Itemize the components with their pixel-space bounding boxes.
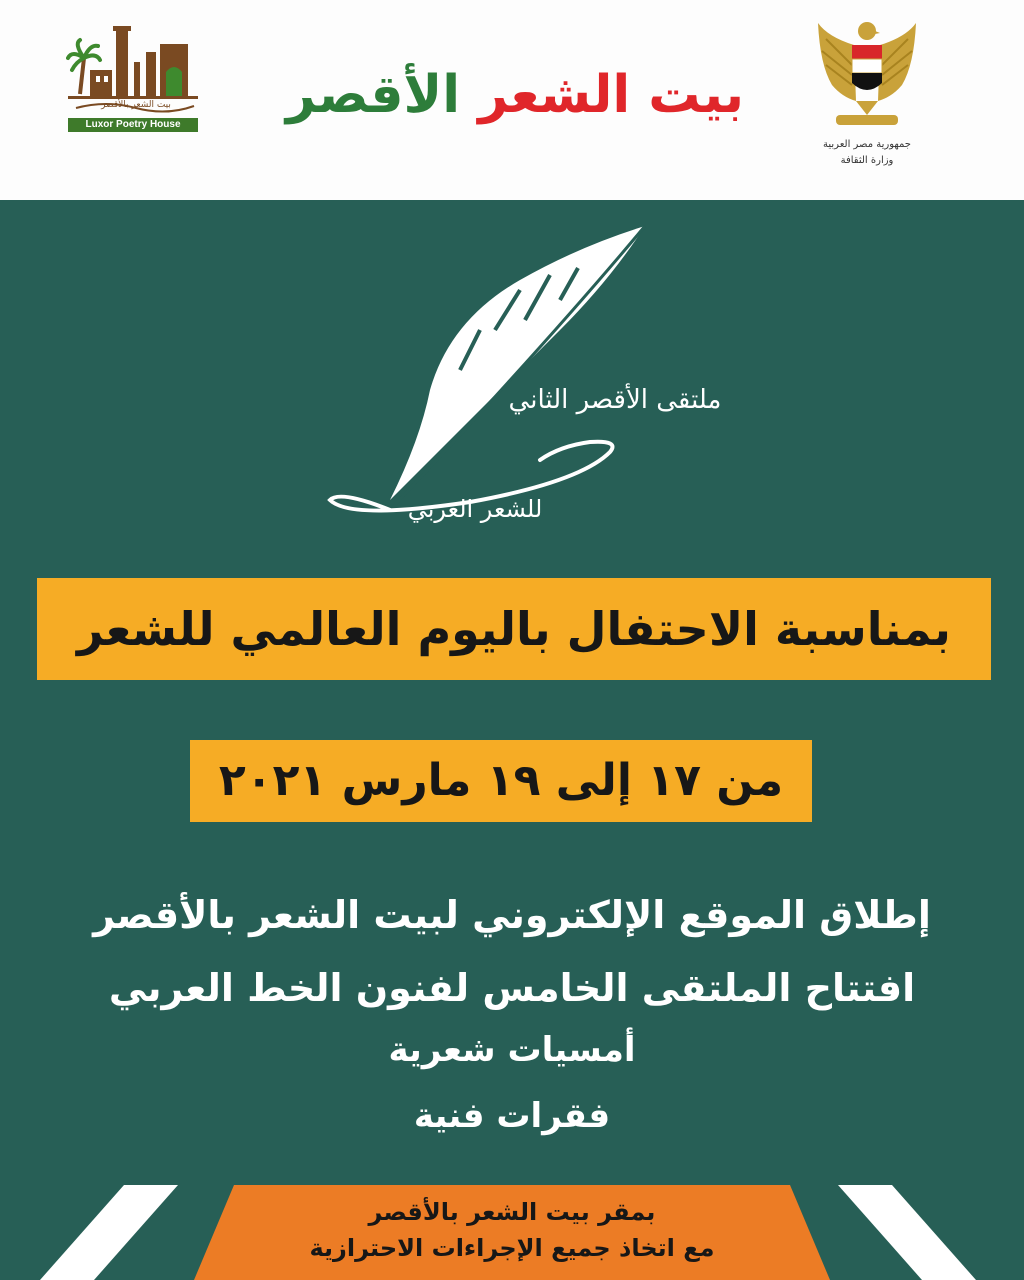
dates-text: من ١٧ إلى ١٩ مارس ٢٠٢١ [218, 755, 784, 806]
festival-title-line1: ملتقى الأقصر الثاني [508, 385, 722, 415]
footer-line1: بمقر بيت الشعر بالأقصر [368, 1198, 656, 1226]
occasion-banner [37, 578, 991, 680]
occasion-text: بمناسبة الاحتفال باليوم العالمي للشعر [77, 602, 951, 656]
activity-item: أمسيات شعرية [388, 1030, 636, 1070]
page-title [280, 55, 750, 135]
title-part-green: الأقصر [285, 65, 461, 125]
header [0, 0, 1024, 200]
luxor-poetry-house-logo [66, 22, 202, 134]
luxor-logo-caption: Luxor Poetry House [68, 118, 198, 132]
luxor-logo-arabic: بيت الشعر بالأقصر [101, 100, 171, 110]
eagle-graphic [812, 15, 922, 137]
activity-item: افتتاح الملتقى الخامس لفنون الخط العربي [108, 966, 916, 1010]
activity-item: فقرات فنية [413, 1096, 611, 1136]
feather-quill-icon [320, 220, 740, 540]
emblem-caption-line2: وزارة الثقافة [840, 155, 894, 166]
dates-banner [190, 740, 812, 822]
footer-line2: مع اتخاذ جميع الإجراءات الاحترازية [309, 1234, 715, 1262]
activity-item: إطلاق الموقع الإلكتروني لبيت الشعر بالأقصر [93, 893, 931, 937]
footer-text [222, 1194, 802, 1266]
festival-title-line2: للشعر العربي [407, 495, 543, 523]
left-stripe [40, 1185, 178, 1280]
right-stripe [838, 1185, 976, 1280]
egypt-eagle-emblem-icon [812, 15, 922, 175]
emblem-caption-line1: جمهورية مصر العربية [823, 139, 911, 150]
title-part-red: بيت الشعر [478, 65, 745, 125]
festival-logo [320, 220, 740, 540]
